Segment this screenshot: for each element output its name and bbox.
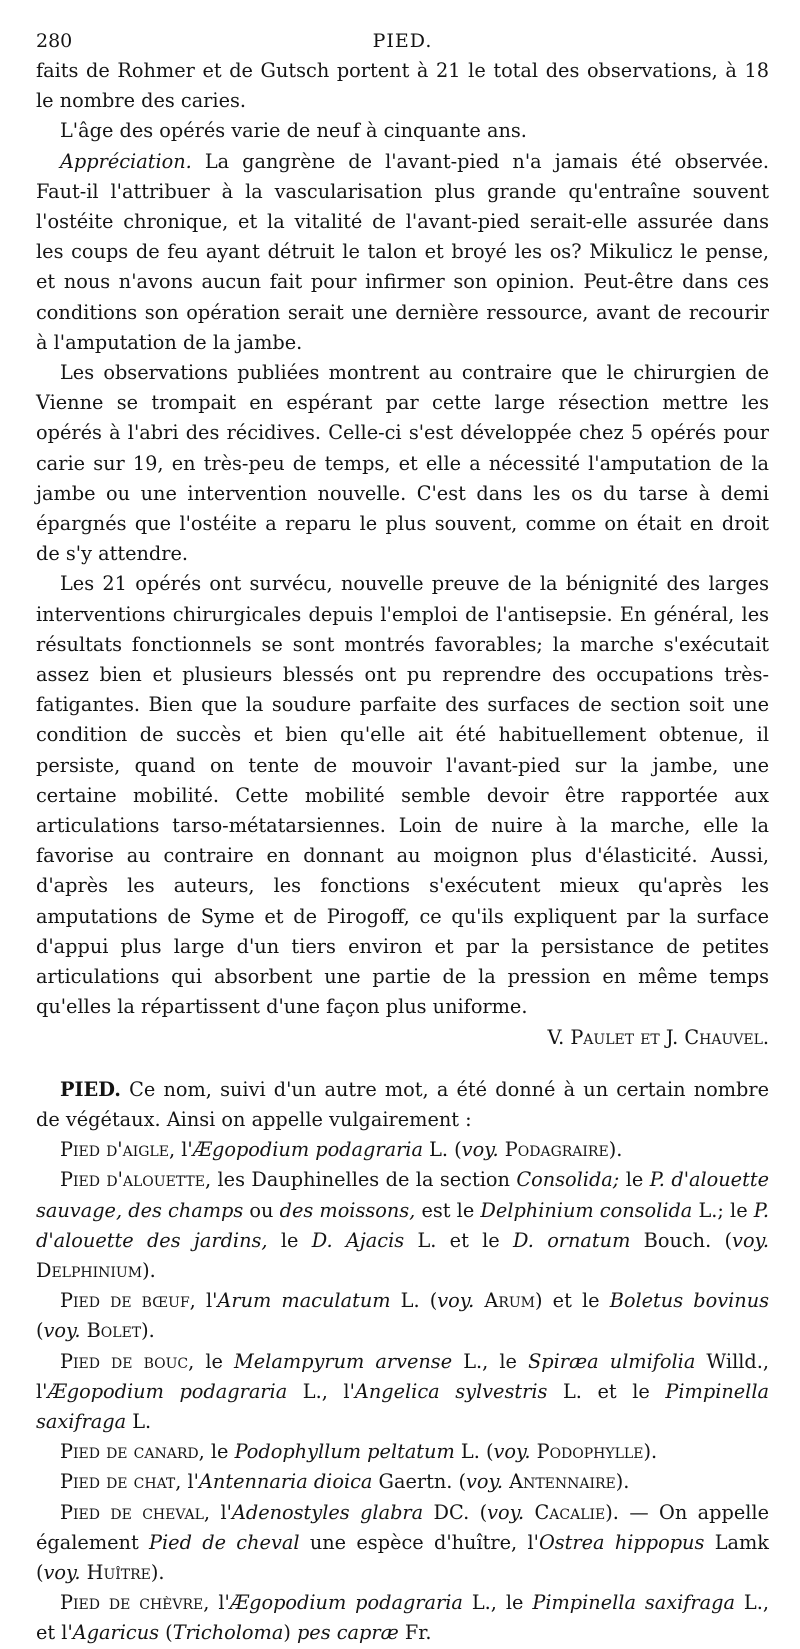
text-run: ). — [150, 1560, 165, 1584]
italic-text: voy. — [461, 1138, 499, 1162]
entry-intro — [36, 1075, 769, 1135]
text-run: ). — [608, 1138, 623, 1162]
text-run: ). — On appelle également — [36, 1500, 769, 1554]
italic-text: Boletus bovinus — [609, 1289, 770, 1313]
text-run: DC. ( — [423, 1500, 488, 1524]
italic-text: voy. — [466, 1470, 503, 1494]
text-run: une espèce d'huître, l' — [299, 1530, 539, 1554]
italic-text: P. d'alouette des jardins, — [36, 1198, 769, 1252]
italic-text: Adenostyles glabra — [231, 1500, 424, 1524]
italic-text: P. d'alouette sauvage, des champs — [36, 1168, 769, 1222]
italic-text: Ægopodium podagraria — [229, 1591, 463, 1615]
text-run: L. et le — [404, 1228, 513, 1252]
section-lead: Appréciation. — [60, 149, 192, 173]
text-run: l' — [181, 1470, 199, 1494]
text-run: ) et le — [535, 1289, 610, 1313]
text-run: l' — [195, 1289, 218, 1313]
entry-pied-de-boeuf — [36, 1286, 769, 1346]
text-run: ). — [141, 1319, 155, 1343]
cross-reference: Cacalie — [534, 1500, 606, 1524]
italic-text: voy. — [487, 1500, 525, 1524]
signature: V. Paulet et J. Chauvel. — [547, 1025, 769, 1049]
text-run: l' — [209, 1591, 230, 1615]
italic-text: pes capræ — [296, 1621, 399, 1645]
text-run: Pied de chat, — [60, 1470, 182, 1494]
entry-pied-de-chevre — [36, 1588, 769, 1648]
text-run: L., le — [452, 1349, 529, 1373]
paragraph — [36, 147, 769, 358]
cross-reference: Arum — [484, 1289, 535, 1313]
text-run: ) — [283, 1621, 297, 1645]
text-run: ). — [142, 1258, 156, 1282]
entry-pied-de-chat — [36, 1467, 769, 1497]
text-run: Pied d'alouette, — [60, 1168, 212, 1192]
italic-text: Podophyllum peltatum — [234, 1440, 455, 1464]
italic-text: Melampyrum arvense — [234, 1349, 453, 1373]
text-run: Bouch. ( — [630, 1228, 733, 1252]
italic-text: Spiræa ulmifolia — [528, 1349, 696, 1373]
text-run: Les 21 opérés ont survécu, nouvelle preuve de la bénignité des larges interventions chirurgicales depuis l'emploi de l'antisepsie. En général, les résultats fonctionnels se sont montrés favorables; la marche s'exécutait assez bien et plusieurs blessés ont pu reprendre des occupations très-fatigantes. Bien que la soudure parfaite des surfaces de section soit une condition de succès et bien qu'elle ait été habituellement obtenue, il persiste, quand on tente de mouvoir l'avant-pied sur la jambe, une certaine mobilité. Cette mobilité semble devoir être rapportée aux articulations tarso-métatarsiennes. Loin de nuire à la marche, elle la favorise au contraire en donnant au moignon plus d'élasticité. Aussi, d'après les auteurs, les fonctions s'exécutent mieux qu'après les amputations de Syme et de Pirogoff, ce qu'ils expliquent par la surface d'appui plus large d'un tiers environ et par la persistance de petites articulations qui absorbent une partie de la pression en même temps qu'elles la répartissent d'une façon plus uniforme. — [36, 572, 769, 1019]
text-run: L. ( — [454, 1440, 494, 1464]
text-run: Pied d'aigle, — [60, 1138, 176, 1162]
text-run: L. ( — [422, 1138, 462, 1162]
text-run: le — [194, 1349, 235, 1373]
text-run: Lamk ( — [36, 1530, 769, 1584]
italic-text: D. Ajacis — [311, 1228, 405, 1252]
text-run: le — [204, 1440, 235, 1464]
italic-text: voy. — [493, 1440, 531, 1464]
italic-text: voy. — [437, 1289, 475, 1313]
text-run: est le — [415, 1198, 481, 1222]
entry-pied-de-cheval — [36, 1498, 769, 1589]
text-run: Pied de canard, — [60, 1440, 205, 1464]
running-title: PIED. — [372, 30, 433, 52]
entry-pied-d-alouette — [36, 1165, 769, 1286]
text-run: La gangrène de l'avant-pied n'a jamais été observée. Faut-il l'attribuer à la vascularisation plus grande qu'entraîne souvent l'ostéite chronique, et la vitalité de l'avant-pied serait-elle assurée dans les coups de feu ayant détruit le talon et broyé les os? Mikulicz le pense, et nous n'avons aucun fait pour infirmer son opinion. Peut-être dans ces conditions son opération serait une dernière ressource, avant de recourir à l'amputation de la jambe. — [36, 149, 769, 354]
paragraph: faits de Rohmer et de Gutsch portent à 21 le total des observations, à 18 le nombre des caries. — [36, 59, 769, 113]
text-run: L., et l' — [36, 1591, 769, 1645]
text-run — [524, 1501, 534, 1524]
article-pied-botany — [36, 1075, 769, 1649]
text-run: ). — [643, 1440, 658, 1464]
italic-text: des moissons, — [279, 1198, 416, 1222]
cross-reference: Antennaire — [509, 1470, 616, 1494]
text-run: L. — [126, 1409, 152, 1433]
text-run: L., l' — [287, 1379, 355, 1403]
headword: PIED. — [60, 1077, 121, 1101]
page — [36, 28, 769, 1649]
text-run: l' — [210, 1500, 232, 1524]
italic-text: Ægopodium podagraria — [192, 1138, 423, 1162]
italic-text: Ægopodium podagraria — [47, 1379, 288, 1403]
italic-text: Delphinium consolida — [480, 1198, 693, 1222]
text-run: Ce nom, suivi d'un autre mot, a été donné à un certain nombre de végétaux. Ainsi on appelle vulgairement : — [36, 1077, 769, 1131]
text-run: Gaertn. ( — [372, 1470, 467, 1494]
italic-text: voy. — [732, 1228, 770, 1252]
text-run: l' — [175, 1138, 193, 1162]
italic-text: D. ornatum — [513, 1228, 631, 1252]
text-run: ( — [36, 1319, 44, 1343]
italic-text: voy. — [43, 1560, 81, 1584]
italic-text: Arum maculatum — [217, 1289, 391, 1313]
paragraph: Les observations publiées montrent au contraire que le chirurgien de Vienne se trompait en espérant par cette large résection mettre les opérés à l'abri des récidives. Celle-ci s'est développée chez 5 opérés pour carie sur 19, en très-peu de temps, et elle a nécessité l'amputation de la jambe ou une intervention nouvelle. C'est dans les os du tarse à demi épargnés que l'ostéite a reparu le plus souvent, comme on était en droit de s'y attendre. — [36, 361, 769, 566]
italic-text: Ostrea hippopus — [538, 1530, 705, 1554]
paragraph — [36, 569, 769, 1052]
text-run: ( — [159, 1621, 173, 1645]
entry-pied-de-bouc — [36, 1347, 769, 1438]
text-run: Willd., l' — [36, 1349, 770, 1403]
text-run: le — [619, 1168, 650, 1192]
text-run: ou — [243, 1198, 280, 1222]
text-run: L. et le — [547, 1379, 666, 1403]
text-run: Fr. — [398, 1621, 432, 1645]
article-pied-surgery — [36, 56, 769, 1053]
text-run: les Dauphinelles de la section — [211, 1168, 517, 1192]
italic-text: Pied de cheval — [149, 1530, 300, 1554]
italic-text: Angelica sylvestris — [354, 1379, 548, 1403]
cross-reference: Bolet — [86, 1319, 142, 1343]
italic-text: voy. — [43, 1319, 81, 1343]
italic-text: Antennaria dioica — [199, 1470, 373, 1494]
cross-reference: Huître — [86, 1560, 151, 1584]
page-header — [36, 28, 769, 56]
italic-text: Consolida; — [516, 1168, 620, 1192]
text-run: le — [267, 1228, 312, 1252]
italic-text: Pimpinella saxifraga — [36, 1379, 770, 1433]
text-run: ). — [615, 1470, 630, 1494]
text-run: Pied de cheval, — [60, 1500, 211, 1524]
paragraph: L'âge des opérés varie de neuf à cinquante ans. — [60, 119, 527, 143]
text-run: Pied de chèvre, — [60, 1591, 210, 1615]
text-run: Pied de bœuf, — [60, 1289, 196, 1313]
page-number: 280 — [36, 30, 73, 52]
cross-reference: Podophylle — [536, 1440, 644, 1464]
italic-text: Pimpinella saxifraga — [532, 1591, 735, 1615]
text-run: L., le — [462, 1591, 533, 1615]
italic-text: Agaricus — [72, 1621, 160, 1645]
entry-pied-d-aigle — [36, 1135, 769, 1165]
cross-reference: Delphinium — [36, 1258, 143, 1282]
text-run — [474, 1289, 484, 1312]
text-run: Pied de bouc, — [60, 1349, 195, 1373]
italic-text: Tricholoma — [172, 1621, 284, 1645]
cross-reference: Podagraire — [504, 1138, 609, 1162]
entry-pied-de-canard — [36, 1437, 769, 1467]
text-run: L.; le — [692, 1198, 754, 1222]
text-run: L. ( — [390, 1289, 438, 1313]
